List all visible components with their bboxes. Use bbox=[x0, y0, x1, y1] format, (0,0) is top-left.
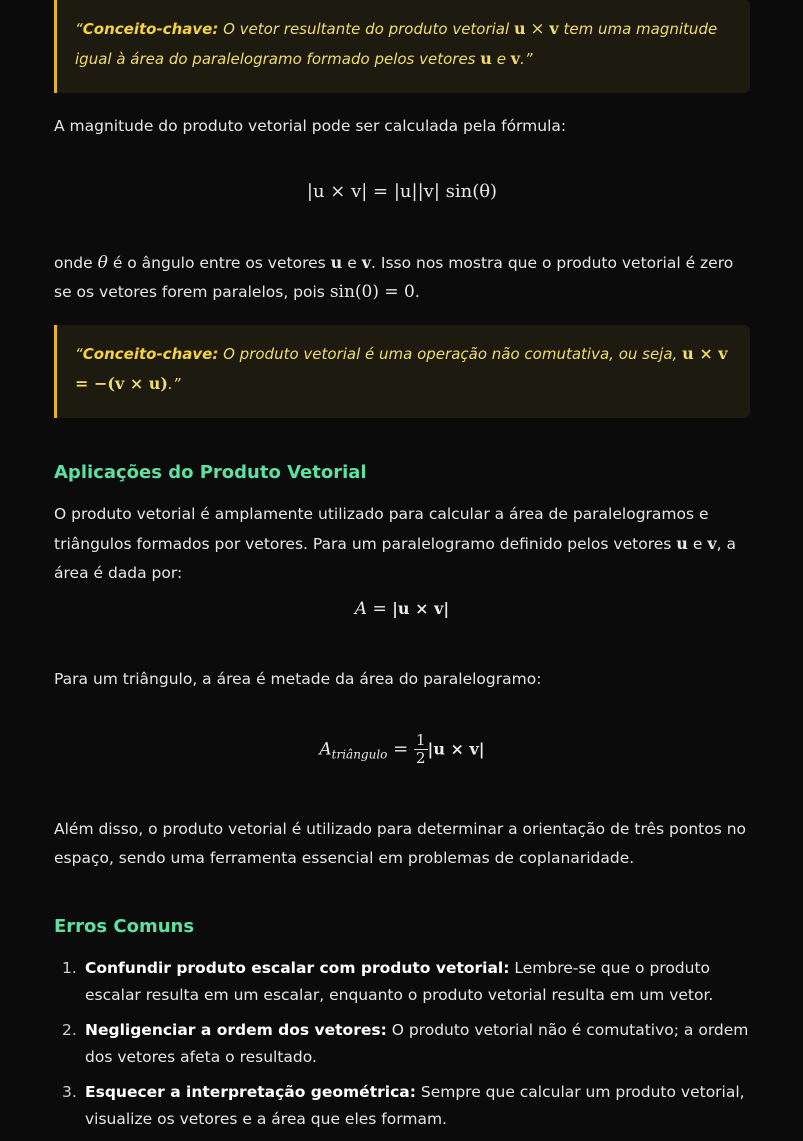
vector-u: u bbox=[480, 49, 492, 68]
callout-label: Conceito-chave: bbox=[82, 20, 219, 38]
paragraph-text: e bbox=[347, 254, 357, 272]
vector-u: u bbox=[513, 19, 526, 38]
list-number: 3. bbox=[62, 1083, 77, 1101]
paragraph-text: O produto vetorial é amplamente utilizado para calcular a área de paralelogramos e triângulos formados por vetores. Para um paralelogramo definido pelos vetores bbox=[54, 505, 709, 553]
sin-zero-expression: sin(0) = 0 bbox=[329, 282, 415, 302]
list-item bbox=[54, 1079, 750, 1133]
list-item-title: Confundir produto escalar com produto vetorial: bbox=[85, 959, 510, 977]
list-number: 2. bbox=[62, 1021, 77, 1039]
vector-v: v bbox=[707, 534, 717, 553]
times-symbol: × bbox=[530, 19, 545, 39]
vector-u: u bbox=[330, 253, 343, 272]
fraction-denominator: 2 bbox=[415, 749, 426, 767]
paragraph-magnitude: A magnitude do produto vetorial pode ser calculada pela fórmula: bbox=[54, 117, 567, 135]
vector-v: v bbox=[510, 49, 521, 68]
list-item-text: Lembre-se que o produto escalar resulta em um escalar, enquanto o produto vetorial resulta em um vetor. bbox=[85, 959, 714, 1004]
equation-rhs: |u × v| bbox=[427, 739, 485, 759]
equation-lhs: A = bbox=[354, 599, 393, 619]
paragraph-orientation: Além disso, o produto vetorial é utilizado para determinar a orientação de três pontos no espaço, sendo uma ferramenta essencial em problemas de coplanaridade. bbox=[54, 820, 747, 867]
key-concept-callout-2 bbox=[54, 325, 750, 418]
paragraph-applications bbox=[54, 500, 750, 588]
callout-text: O produto vetorial é uma operação não comutativa, ou seja, bbox=[223, 345, 678, 363]
quote-mark: “ bbox=[75, 20, 83, 38]
area-subscript: triângulo bbox=[331, 747, 388, 762]
quote-mark: .” bbox=[168, 375, 181, 393]
section-heading-common-errors: Erros Comuns bbox=[54, 916, 195, 937]
list-item bbox=[54, 955, 750, 1009]
quote-mark: .” bbox=[520, 50, 533, 68]
list-item-title: Esquecer a interpretação geométrica: bbox=[85, 1083, 416, 1101]
key-concept-callout bbox=[54, 0, 750, 93]
paragraph-text: onde bbox=[54, 254, 93, 272]
fraction-one-half bbox=[414, 732, 428, 767]
theta-symbol: θ bbox=[97, 253, 108, 273]
equals-symbol: = bbox=[387, 738, 414, 760]
list-item-text: Sempre que calcular um produto vetorial, visualize os vetores e a área que eles formam. bbox=[85, 1083, 745, 1128]
equation-rhs: |u × v| bbox=[392, 599, 450, 618]
section-heading-applications: Aplicações do Produto Vetorial bbox=[54, 462, 367, 483]
equation-area-triangle bbox=[54, 732, 750, 767]
list-number: 1. bbox=[62, 959, 77, 977]
paragraph-text: . Isso nos mostra que o produto vetorial é zero se os vetores forem paralelos, pois bbox=[54, 254, 734, 301]
paragraph-text: é o ângulo entre os vetores bbox=[112, 254, 326, 272]
list-item-text: O produto vetorial não é comutativo; a ordem dos vetores afeta o resultado. bbox=[85, 1021, 749, 1066]
callout-text: tem uma magnitude igual à área do paralelogramo formado pelos vetores bbox=[75, 20, 718, 68]
quote-mark: “ bbox=[75, 345, 83, 363]
paragraph-text: e bbox=[692, 535, 703, 553]
callout-text: e bbox=[496, 50, 506, 68]
vector-u: u bbox=[676, 534, 688, 553]
fraction-numerator: 1 bbox=[415, 731, 426, 749]
paragraph-triangle: Para um triângulo, a área é metade da área do paralelogramo: bbox=[54, 670, 542, 688]
vector-v: v bbox=[549, 19, 559, 38]
list-item bbox=[54, 1017, 750, 1071]
list-item-title: Negligenciar a ordem dos vetores: bbox=[85, 1021, 387, 1039]
paragraph-parallel: onde θ é o ângulo entre os vetores u e v. Isso nos mostra que o produto vetorial é zero se os vetores forem paralelos, pois sin(0) = 0. bbox=[54, 253, 734, 302]
common-errors-list bbox=[54, 955, 750, 1141]
equation-area-parallelogram bbox=[54, 598, 750, 619]
callout-label: Conceito-chave: bbox=[82, 345, 219, 363]
vector-v: v bbox=[361, 253, 372, 272]
paragraph-text: , a área é dada por: bbox=[54, 535, 736, 582]
callout-text: O vetor resultante do produto vetorial bbox=[223, 20, 510, 38]
area-symbol: A bbox=[319, 739, 332, 760]
anticommutative-expression: u × v = −(v × u) bbox=[75, 344, 728, 393]
equation-magnitude: |u × v| = |u||v| sin(θ) bbox=[306, 181, 498, 202]
